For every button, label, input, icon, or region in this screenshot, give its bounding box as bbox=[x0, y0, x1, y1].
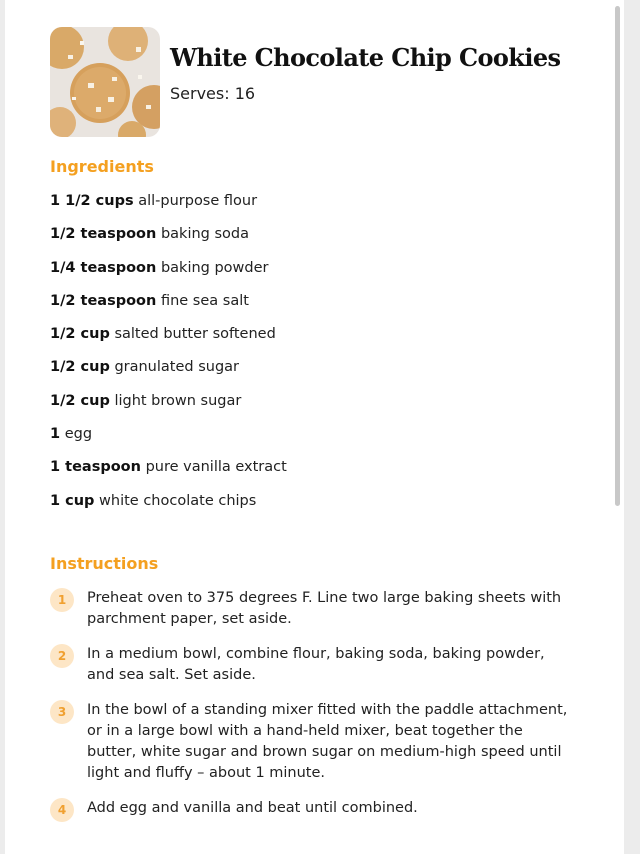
ingredient-name: egg bbox=[64, 426, 93, 443]
ingredient-quantity: 1 bbox=[50, 426, 61, 443]
ingredient-item bbox=[50, 357, 287, 390]
ingredient-quantity: 1 teaspoon bbox=[50, 459, 141, 476]
ingredient-item bbox=[50, 424, 287, 457]
instruction-step bbox=[50, 588, 570, 630]
ingredient-name: all-purpose flour bbox=[138, 193, 258, 209]
ingredient-item bbox=[50, 457, 287, 490]
ingredient-item bbox=[50, 391, 287, 424]
ingredients-heading: Ingredients bbox=[50, 157, 154, 176]
recipe-header bbox=[50, 27, 560, 137]
recipe-page bbox=[5, 0, 624, 854]
vertical-scrollbar[interactable] bbox=[615, 6, 620, 506]
ingredient-name: granulated sugar bbox=[114, 359, 239, 376]
ingredient-item bbox=[50, 224, 287, 257]
ingredient-name: baking powder bbox=[160, 259, 269, 276]
recipe-title: White Chocolate Chip Cookies bbox=[170, 43, 561, 72]
cookie-photo-icon bbox=[50, 27, 160, 137]
step-text: Preheat oven to 375 degrees F. Line two large baking sheets with parchment paper, set aside. bbox=[87, 590, 562, 627]
ingredient-item bbox=[50, 258, 287, 291]
ingredient-item bbox=[50, 491, 287, 524]
step-number-badge: 3 bbox=[50, 700, 74, 724]
ingredient-quantity: 1 1/2 cups bbox=[50, 193, 134, 209]
ingredient-name: fine sea salt bbox=[160, 292, 249, 309]
step-text: Add egg and vanilla and beat until combined. bbox=[87, 800, 418, 816]
ingredient-quantity: 1 cup bbox=[50, 492, 95, 509]
ingredient-name: white chocolate chips bbox=[99, 492, 257, 509]
ingredient-quantity: 1/2 cup bbox=[50, 392, 110, 409]
step-text: In a medium bowl, combine flour, baking soda, baking powder, and sea salt. Set aside. bbox=[87, 646, 545, 683]
instruction-step bbox=[50, 798, 570, 822]
step-number-badge: 4 bbox=[50, 798, 74, 822]
instruction-step bbox=[50, 644, 570, 686]
ingredient-quantity: 1/4 teaspoon bbox=[50, 259, 157, 276]
serves-count: Serves: 16 bbox=[170, 84, 256, 103]
step-text: In the bowl of a standing mixer fitted with the paddle attachment, or in a large bowl with a hand-held mixer, beat together the butter, white sugar and brown sugar on medium-high speed until light and fluffy – about 1 minute. bbox=[87, 702, 568, 781]
ingredient-name: baking soda bbox=[160, 226, 249, 243]
step-number-badge: 1 bbox=[50, 588, 74, 612]
ingredient-item bbox=[50, 191, 287, 224]
ingredient-quantity: 1/2 teaspoon bbox=[50, 226, 157, 243]
ingredients-list bbox=[50, 191, 287, 524]
title-block bbox=[170, 27, 560, 103]
ingredient-item bbox=[50, 291, 287, 324]
ingredient-item bbox=[50, 324, 287, 357]
ingredient-quantity: 1/2 teaspoon bbox=[50, 292, 157, 309]
ingredient-quantity: 1/2 cup bbox=[50, 359, 110, 376]
instructions-list bbox=[50, 588, 570, 836]
ingredient-name: light brown sugar bbox=[114, 392, 242, 409]
step-number-badge: 2 bbox=[50, 644, 74, 668]
ingredient-quantity: 1/2 cup bbox=[50, 326, 110, 343]
ingredient-name: salted butter softened bbox=[114, 326, 276, 343]
ingredient-name: pure vanilla extract bbox=[145, 459, 287, 476]
instructions-heading: Instructions bbox=[50, 554, 159, 573]
instruction-step bbox=[50, 700, 570, 784]
